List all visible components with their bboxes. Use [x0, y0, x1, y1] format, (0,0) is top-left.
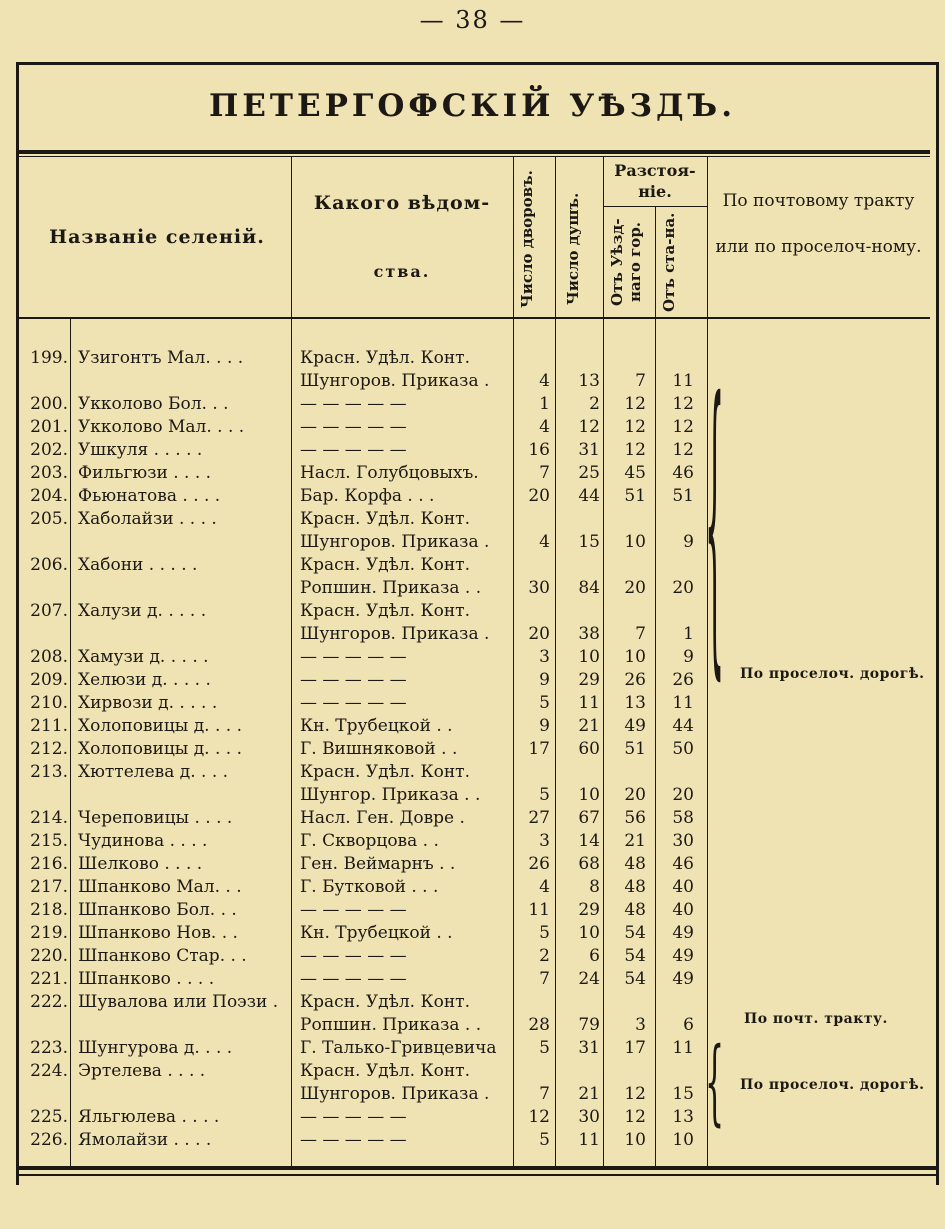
row-number: 209. [30, 670, 68, 690]
header-souls: Число душъ. [564, 192, 582, 306]
department: — — — — — [300, 900, 407, 920]
souls-count: 6 [589, 946, 600, 966]
souls-count: 2 [589, 394, 600, 414]
souls-count: 84 [578, 578, 600, 598]
department: Шунгоров. Приказа . [300, 371, 490, 391]
yards-count: 2 [539, 946, 550, 966]
row-number: 199. [30, 348, 68, 368]
distance-station: 12 [672, 394, 694, 414]
department: Ропшин. Приказа . . [300, 578, 482, 598]
department: Шунгоров. Приказа . [300, 624, 490, 644]
yards-count: 5 [539, 693, 550, 713]
distance-city: 51 [624, 739, 646, 759]
department: Красн. Удѣл. Конт. [300, 601, 470, 621]
distance-city: 21 [624, 831, 646, 851]
village-name: Шпанково Мал. . . [78, 877, 242, 897]
table-row [0, 761, 945, 784]
souls-count: 38 [578, 624, 600, 644]
row-number: 214. [30, 808, 68, 828]
yards-count: 7 [539, 463, 550, 483]
souls-count: 21 [578, 1084, 600, 1104]
department: Г. Бутковой . . . [300, 877, 439, 897]
distance-station: 9 [683, 532, 694, 552]
row-number: 202. [30, 440, 68, 460]
souls-count: 11 [578, 1130, 600, 1150]
souls-count: 21 [578, 716, 600, 736]
row-number: 219. [30, 923, 68, 943]
distance-city: 7 [635, 624, 646, 644]
table-row [0, 830, 945, 853]
yards-count: 5 [539, 1130, 550, 1150]
village-name: Яльгюлева . . . . [78, 1107, 220, 1127]
souls-count: 29 [578, 670, 600, 690]
brace-group-2: { [705, 1029, 725, 1139]
yards-count: 4 [539, 417, 550, 437]
yards-count: 7 [539, 969, 550, 989]
yards-count: 11 [528, 900, 550, 920]
header-dist-city: Отъ Уѣзд-наго гор. [608, 218, 644, 306]
department: — — — — — [300, 440, 407, 460]
header-name: Названіе селеній. [49, 226, 265, 248]
distance-station: 49 [672, 946, 694, 966]
village-name: Хабони . . . . . [78, 555, 198, 575]
row-number: 217. [30, 877, 68, 897]
distance-city: 20 [624, 785, 646, 805]
souls-count: 11 [578, 693, 600, 713]
yards-count: 27 [528, 808, 550, 828]
row-number: 207. [30, 601, 68, 621]
department: Красн. Удѣл. Конт. [300, 1061, 470, 1081]
distance-station: 12 [672, 417, 694, 437]
souls-count: 79 [578, 1015, 600, 1035]
table-row [0, 485, 945, 508]
table-row [0, 600, 945, 623]
department: Насл. Голубцовыхъ. [300, 463, 479, 483]
title-rule-thin [19, 156, 930, 157]
distance-station: 20 [672, 785, 694, 805]
yards-count: 9 [539, 670, 550, 690]
souls-count: 8 [589, 877, 600, 897]
row-number: 205. [30, 509, 68, 529]
distance-city: 10 [624, 1130, 646, 1150]
row-number: 206. [30, 555, 68, 575]
souls-count: 13 [578, 371, 600, 391]
distance-station: 15 [672, 1084, 694, 1104]
department: Шунгоров. Приказа . [300, 1084, 490, 1104]
department: Г. Скворцова . . [300, 831, 439, 851]
yards-count: 5 [539, 923, 550, 943]
route-note-country-road-2: По проселоч. дорогѣ. [740, 1077, 925, 1093]
table-row [0, 945, 945, 968]
souls-count: 25 [578, 463, 600, 483]
distance-city: 26 [624, 670, 646, 690]
row-number: 203. [30, 463, 68, 483]
distance-city: 10 [624, 532, 646, 552]
yards-count: 3 [539, 831, 550, 851]
distance-station: 12 [672, 440, 694, 460]
row-number: 225. [30, 1107, 68, 1127]
table-row [0, 692, 945, 715]
souls-count: 68 [578, 854, 600, 874]
distance-station: 49 [672, 969, 694, 989]
department: — — — — — [300, 1107, 407, 1127]
row-number: 211. [30, 716, 68, 736]
department: Красн. Удѣл. Конт. [300, 992, 470, 1012]
distance-city: 12 [624, 417, 646, 437]
table-row [0, 347, 945, 370]
distance-station: 11 [672, 1038, 694, 1058]
row-number: 226. [30, 1130, 68, 1150]
village-name: Шунгурова д. . . . [78, 1038, 233, 1058]
department: Шунгор. Приказа . . [300, 785, 481, 805]
header-department-cont: ства. [373, 262, 431, 281]
village-name: Чудинова . . . . [78, 831, 208, 851]
village-name: Шпанково Бол. . . [78, 900, 237, 920]
department: Ропшин. Приказа . . [300, 1015, 482, 1035]
department: — — — — — [300, 670, 407, 690]
village-name: Шувалова или Поэзи . [78, 992, 279, 1012]
souls-count: 12 [578, 417, 600, 437]
yards-count: 4 [539, 877, 550, 897]
village-name: Фильгюзи . . . . [78, 463, 212, 483]
distance-city: 54 [624, 969, 646, 989]
table-row [0, 1129, 945, 1152]
village-name: Холоповицы д. . . . [78, 739, 242, 759]
village-name: Эртелева . . . . [78, 1061, 206, 1081]
row-number: 201. [30, 417, 68, 437]
distance-station: 11 [672, 693, 694, 713]
table-row [0, 393, 945, 416]
yards-count: 5 [539, 785, 550, 805]
distance-city: 56 [624, 808, 646, 828]
row-number: 218. [30, 900, 68, 920]
distance-city: 49 [624, 716, 646, 736]
department: Кн. Трубецкой . . [300, 923, 453, 943]
distance-city: 54 [624, 923, 646, 943]
header-rule [19, 317, 930, 319]
yards-count: 17 [528, 739, 550, 759]
department: Красн. Удѣл. Конт. [300, 509, 470, 529]
distance-station: 40 [672, 877, 694, 897]
distance-station: 44 [672, 716, 694, 736]
header-department: Какого вѣдом- [313, 192, 491, 214]
table-row [0, 738, 945, 761]
distance-station: 51 [672, 486, 694, 506]
village-name: Ямолайзи . . . . [78, 1130, 212, 1150]
souls-count: 60 [578, 739, 600, 759]
header-route: По почтовому тракту или по проселоч-ному. [715, 191, 922, 257]
distance-city: 48 [624, 877, 646, 897]
row-number: 210. [30, 693, 68, 713]
yards-count: 4 [539, 532, 550, 552]
yards-count: 28 [528, 1015, 550, 1035]
department: — — — — — [300, 394, 407, 414]
distance-station: 20 [672, 578, 694, 598]
department: — — — — — [300, 969, 407, 989]
row-number: 200. [30, 394, 68, 414]
yards-count: 30 [528, 578, 550, 598]
yards-count: 5 [539, 1038, 550, 1058]
souls-count: 31 [578, 440, 600, 460]
table-row [0, 531, 945, 554]
row-number: 204. [30, 486, 68, 506]
table-row [0, 876, 945, 899]
village-name: Хелюзи д. . . . . [78, 670, 211, 690]
table-row [0, 462, 945, 485]
village-name: Шелково . . . . [78, 854, 203, 874]
table-row [0, 1106, 945, 1129]
village-name: Фьюнатова . . . . [78, 486, 221, 506]
yards-count: 7 [539, 1084, 550, 1104]
table-row [0, 853, 945, 876]
distance-city: 12 [624, 1084, 646, 1104]
department: — — — — — [300, 693, 407, 713]
department: — — — — — [300, 647, 407, 667]
village-name: Укколово Бол. . . [78, 394, 229, 414]
yards-count: 16 [528, 440, 550, 460]
row-number: 215. [30, 831, 68, 851]
table-row [0, 370, 945, 393]
village-name: Хаболайзи . . . . [78, 509, 217, 529]
souls-count: 15 [578, 532, 600, 552]
table-row [0, 1037, 945, 1060]
department: Бар. Корфа . . . [300, 486, 435, 506]
distance-station: 58 [672, 808, 694, 828]
distance-station: 11 [672, 371, 694, 391]
distance-station: 26 [672, 670, 694, 690]
distance-station: 46 [672, 854, 694, 874]
page-number: — 38 — [419, 6, 526, 34]
village-name: Хирвози д. . . . . [78, 693, 218, 713]
row-number: 216. [30, 854, 68, 874]
department: Ген. Веймарнъ . . [300, 854, 456, 874]
distance-station: 30 [672, 831, 694, 851]
souls-count: 14 [578, 831, 600, 851]
distance-station: 50 [672, 739, 694, 759]
department: — — — — — [300, 417, 407, 437]
row-number: 213. [30, 762, 68, 782]
brace-group-1: { [705, 344, 725, 716]
bottom-rule [16, 1166, 939, 1170]
department: — — — — — [300, 946, 407, 966]
distance-city: 48 [624, 854, 646, 874]
distance-station: 1 [683, 624, 694, 644]
yards-count: 4 [539, 371, 550, 391]
souls-count: 10 [578, 647, 600, 667]
village-name: Хюттелева д. . . . [78, 762, 229, 782]
distance-city: 45 [624, 463, 646, 483]
village-name: Шпанково . . . . [78, 969, 215, 989]
route-note-country-road: По проселоч. дорогѣ. [740, 666, 925, 682]
distance-city: 51 [624, 486, 646, 506]
table-row [0, 623, 945, 646]
distance-station: 6 [683, 1015, 694, 1035]
department: Насл. Ген. Довре . [300, 808, 465, 828]
department: Кн. Трубецкой . . [300, 716, 453, 736]
yards-count: 20 [528, 486, 550, 506]
distance-station: 46 [672, 463, 694, 483]
department: — — — — — [300, 1130, 407, 1150]
village-name: Череповицы . . . . [78, 808, 233, 828]
department: Шунгоров. Приказа . [300, 532, 490, 552]
village-name: Узигонтъ Мал. . . . [78, 348, 244, 368]
village-name: Хамузи д. . . . . [78, 647, 209, 667]
distance-city: 17 [624, 1038, 646, 1058]
yards-count: 1 [539, 394, 550, 414]
table-row [0, 899, 945, 922]
header-distance: Разстоя-ніе. [614, 161, 696, 201]
department: Красн. Удѣл. Конт. [300, 555, 470, 575]
souls-count: 30 [578, 1107, 600, 1127]
table-row [0, 922, 945, 945]
distance-city: 12 [624, 1107, 646, 1127]
distance-city: 12 [624, 394, 646, 414]
department: Г. Вишняковой . . [300, 739, 458, 759]
distance-station: 9 [683, 647, 694, 667]
village-name: Холоповицы д. . . . [78, 716, 242, 736]
row-number: 212. [30, 739, 68, 759]
village-name: Халузи д. . . . . [78, 601, 207, 621]
yards-count: 20 [528, 624, 550, 644]
distance-city: 54 [624, 946, 646, 966]
distance-city: 20 [624, 578, 646, 598]
row-number: 220. [30, 946, 68, 966]
village-name: Укколово Мал. . . . [78, 417, 245, 437]
yards-count: 12 [528, 1107, 550, 1127]
table-row [0, 439, 945, 462]
page-title: ПЕТЕРГОФСКІЙ УѢЗДЪ. [209, 88, 736, 124]
distance-city: 7 [635, 371, 646, 391]
village-name: Шпанково Стар. . . [78, 946, 247, 966]
distance-city: 12 [624, 440, 646, 460]
table-row [0, 577, 945, 600]
route-note-post-tract: По почт. тракту. [744, 1011, 888, 1027]
department: Красн. Удѣл. Конт. [300, 762, 470, 782]
distance-city: 3 [635, 1015, 646, 1035]
row-number: 221. [30, 969, 68, 989]
header-dist-station: Отъ ста-на. [660, 212, 678, 312]
table-row [0, 508, 945, 531]
souls-count: 29 [578, 900, 600, 920]
yards-count: 26 [528, 854, 550, 874]
distance-city: 48 [624, 900, 646, 920]
table-row [0, 715, 945, 738]
department: Г. Талько-Гривцевича [300, 1038, 497, 1058]
header-yards: Число дворовъ. [518, 170, 536, 308]
bottom-rule-thin [16, 1174, 939, 1176]
distance-station: 10 [672, 1130, 694, 1150]
souls-count: 31 [578, 1038, 600, 1058]
row-number: 222. [30, 992, 68, 1012]
souls-count: 24 [578, 969, 600, 989]
souls-count: 10 [578, 923, 600, 943]
souls-count: 10 [578, 785, 600, 805]
distance-city: 10 [624, 647, 646, 667]
souls-count: 67 [578, 808, 600, 828]
distance-city: 13 [624, 693, 646, 713]
table-row [0, 416, 945, 439]
distance-station: 40 [672, 900, 694, 920]
yards-count: 3 [539, 647, 550, 667]
table-row [0, 968, 945, 991]
row-number: 223. [30, 1038, 68, 1058]
row-number: 208. [30, 647, 68, 667]
yards-count: 9 [539, 716, 550, 736]
title-rule [19, 150, 930, 154]
distance-station: 13 [672, 1107, 694, 1127]
table-row [0, 784, 945, 807]
row-number: 224. [30, 1061, 68, 1081]
souls-count: 44 [578, 486, 600, 506]
department: Красн. Удѣл. Конт. [300, 348, 470, 368]
village-name: Ушкуля . . . . . [78, 440, 203, 460]
table-row [0, 554, 945, 577]
village-name: Шпанково Нов. . . [78, 923, 238, 943]
table-row [0, 807, 945, 830]
distance-station: 49 [672, 923, 694, 943]
